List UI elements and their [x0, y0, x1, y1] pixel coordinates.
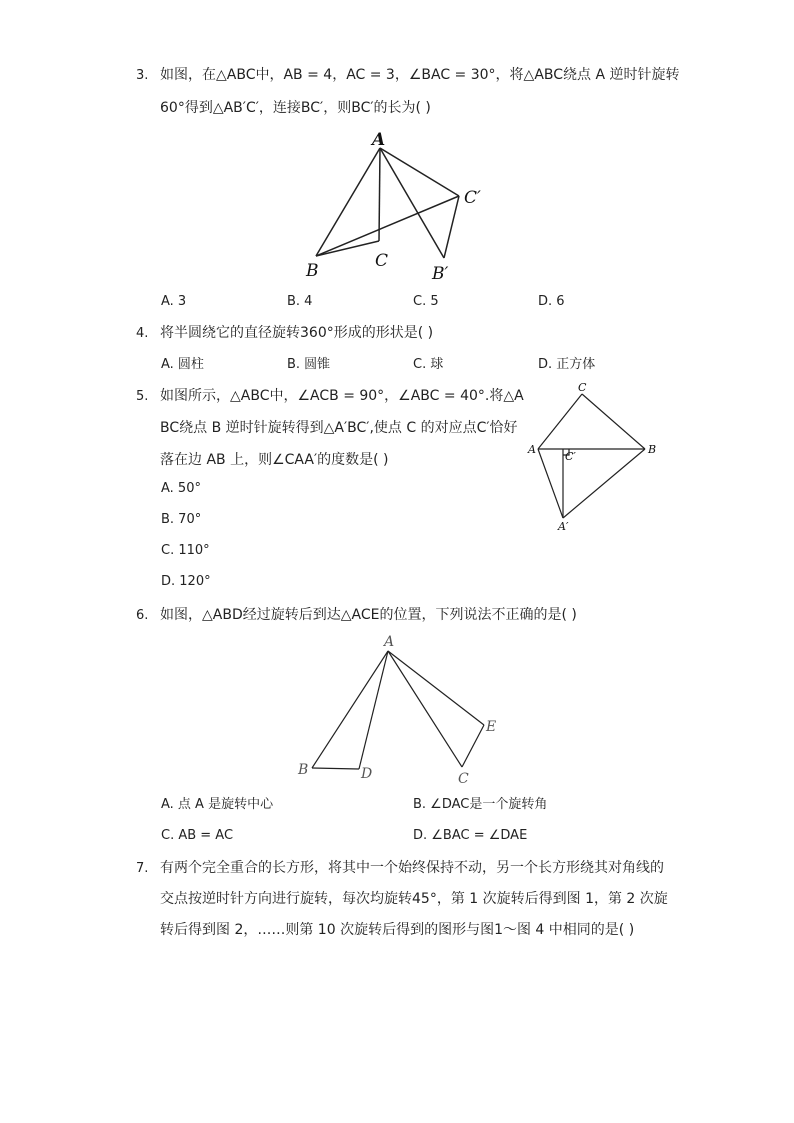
- option-a[interactable]: A. 点 A 是旋转中心: [161, 797, 274, 812]
- label-e: E: [486, 719, 497, 735]
- question-number: 6.: [136, 608, 149, 623]
- segment-ec: [462, 725, 484, 767]
- option-c[interactable]: C. 5: [413, 294, 439, 309]
- option-a[interactable]: A. 圆柱: [161, 357, 204, 372]
- label-b: B: [306, 261, 319, 281]
- label-a: A: [372, 130, 386, 150]
- option-c[interactable]: C. 110°: [161, 543, 210, 558]
- question-text-line: BC绕点 B 逆时针旋转得到△A′BC′,使点 C 的对应点C′恰好: [160, 420, 518, 436]
- option-b[interactable]: B. 4: [287, 294, 313, 309]
- label-c: C: [375, 251, 389, 271]
- option-b[interactable]: B. ∠DAC是一个旋转角: [413, 797, 548, 812]
- option-b[interactable]: B. 圆锥: [287, 357, 331, 372]
- option-d[interactable]: D. 正方体: [538, 357, 596, 372]
- segment-ae: [388, 651, 484, 725]
- label-a-prime: A′: [558, 520, 569, 533]
- option-b[interactable]: B. 70°: [161, 512, 202, 527]
- label-b: B: [298, 762, 309, 778]
- question-text-line: 有两个完全重合的长方形，将其中一个始终保持不动，另一个长方形绕其对角线的: [160, 860, 664, 876]
- question-text-line: 如图所示，△ABC中，∠ACB = 90°，∠ABC = 40°.将△A: [160, 388, 524, 404]
- label-c: C: [578, 381, 587, 394]
- question-number: 7.: [136, 861, 149, 876]
- question-number: 3.: [136, 68, 149, 83]
- segment-ac: [388, 651, 462, 767]
- question-number: 5.: [136, 389, 149, 404]
- option-d[interactable]: D. 120°: [161, 574, 211, 589]
- option-d[interactable]: D. 6: [538, 294, 565, 309]
- label-c: C: [458, 771, 469, 787]
- label-c-prime: C′: [565, 450, 576, 463]
- label-b-prime: B′: [432, 264, 449, 284]
- question-text-line: 转后得到图 2，……则第 10 次旋转后得到的图形与图1～图 4 中相同的是( ): [160, 922, 635, 938]
- option-a[interactable]: A. 50°: [161, 481, 201, 496]
- option-a[interactable]: A. 3: [161, 294, 187, 309]
- question-number: 4.: [136, 326, 149, 341]
- segment-ad: [359, 651, 388, 769]
- segment-bd: [312, 768, 359, 769]
- label-d: D: [361, 766, 373, 782]
- question-text-line: 落在边 AB 上，则∠CAA′的度数是( ): [160, 452, 389, 468]
- question-text-line: 将半圆绕它的直径旋转360°形成的形状是( ): [160, 325, 434, 341]
- question-text-line: 如图，在△ABC中，AB = 4，AC = 3，∠BAC = 30°，将△ABC绕点 A 逆时针旋转: [160, 67, 680, 83]
- question-text-line: 60°得到△AB′C′，连接BC′，则BC′的长为( ): [160, 100, 431, 116]
- option-c[interactable]: C. AB = AC: [161, 828, 234, 843]
- option-d[interactable]: D. ∠BAC = ∠DAE: [413, 828, 528, 843]
- question-text-line: 如图，△ABD经过旋转后到达△ACE的位置，下列说法不正确的是( ): [160, 607, 577, 623]
- option-c[interactable]: C. 球: [413, 357, 444, 372]
- label-a: A: [384, 634, 395, 650]
- label-c-prime: C′: [464, 188, 481, 208]
- question-text-line: 交点按逆时针方向进行旋转，每次均旋转45°，第 1 次旋转后得到图 1，第 2 次旋: [160, 891, 668, 907]
- label-b: B: [648, 443, 657, 456]
- segment-ab: [312, 651, 388, 768]
- label-a: A: [528, 443, 536, 456]
